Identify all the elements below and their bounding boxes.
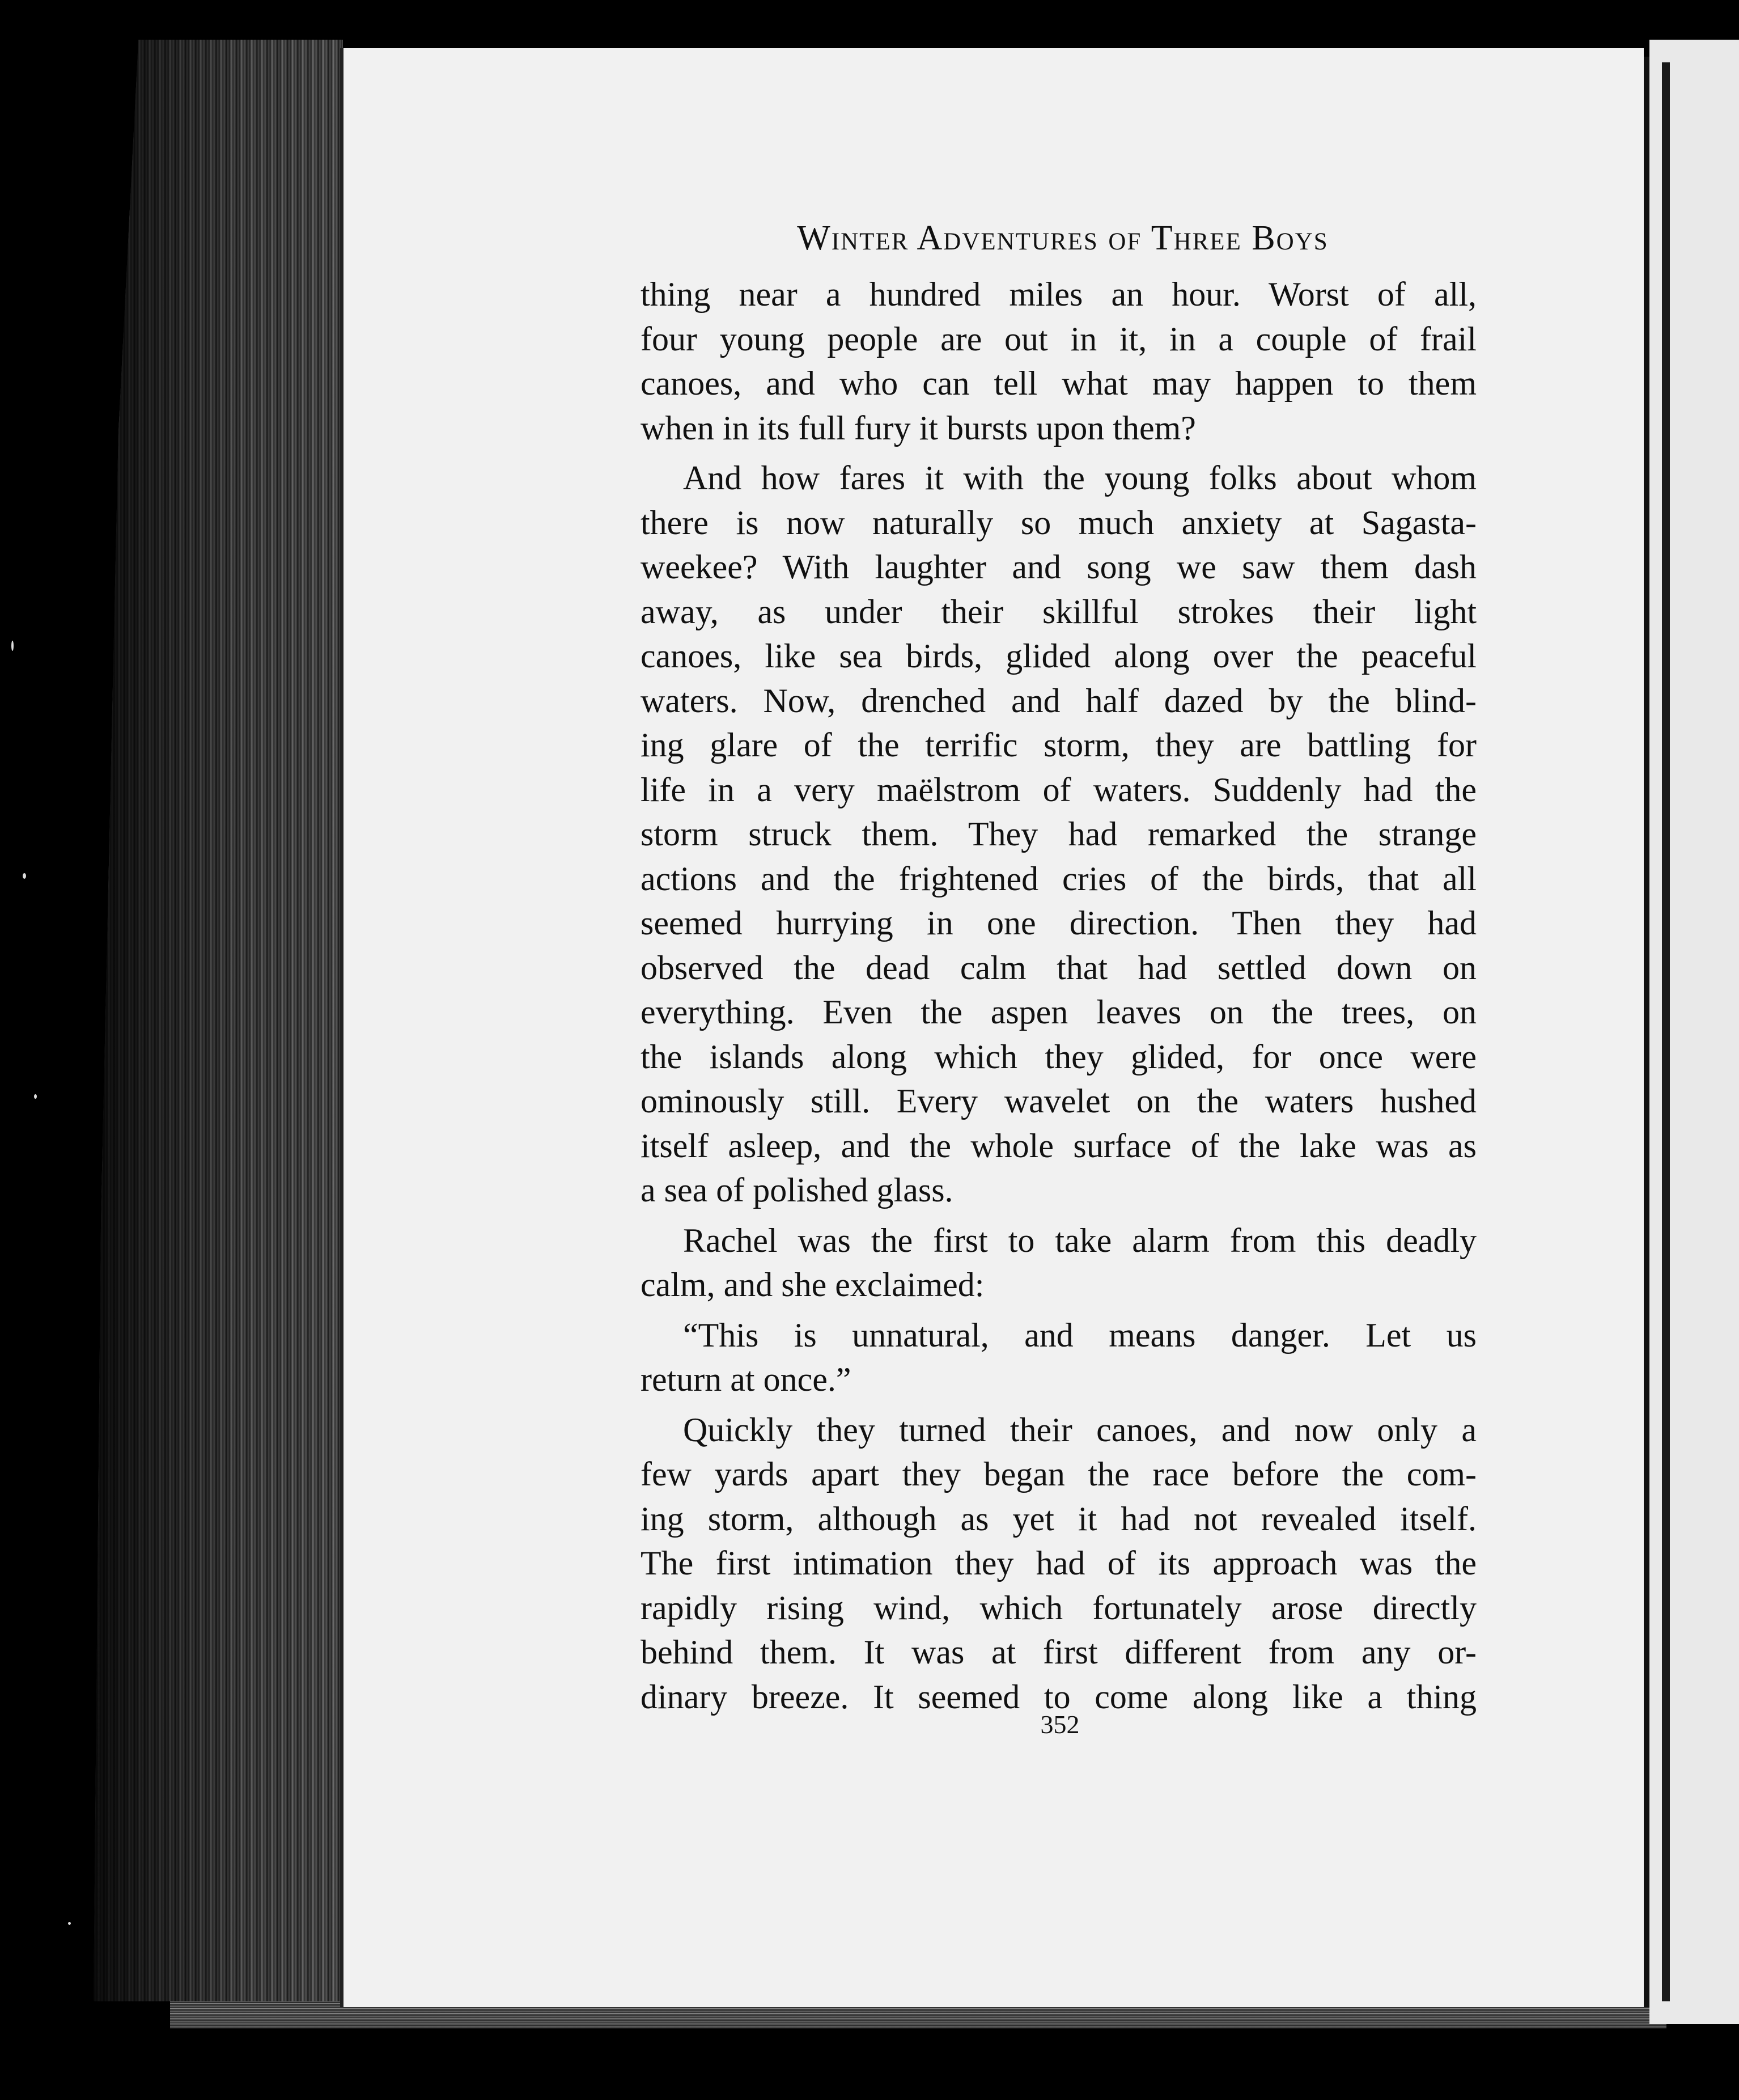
text-line: few yards apart they began the race before the com-	[641, 1455, 1477, 1493]
text-line: dinary breeze. It seemed to come along like a thing	[641, 1678, 1477, 1716]
dust-speck	[68, 1922, 71, 1925]
body-text	[641, 272, 1477, 1719]
text-line: calm, and she exclaimed:	[641, 1266, 985, 1303]
text-line: canoes, like sea birds, glided along over the peaceful	[641, 637, 1477, 675]
text-line: the islands along which they glided, for once were	[641, 1038, 1477, 1076]
text-line: thing near a hundred miles an hour. Worst of all,	[641, 276, 1477, 313]
facing-page-gutter	[1662, 62, 1670, 2001]
text-line: canoes, and who can tell what may happen to them	[641, 365, 1477, 402]
text-line: there is now naturally so much anxiety at Sagasta-	[641, 503, 1477, 541]
text-line: four young people are out in it, in a couple of frail	[641, 320, 1477, 358]
text-line: storm struck them. They had remarked the strange	[641, 815, 1477, 853]
text-line: behind them. It was at first different from any or-	[641, 1633, 1477, 1671]
paragraph-gap	[641, 1213, 1477, 1218]
text-line: observed the dead calm that had settled down on	[641, 949, 1477, 987]
text-line: weekee? With laughter and song we saw them dash	[641, 548, 1477, 586]
text-line: ing glare of the terrific storm, they are battling for	[641, 726, 1477, 764]
text-line: actions and the frightened cries of the birds, that all	[641, 860, 1477, 897]
paragraph-gap	[641, 1402, 1477, 1408]
text-line: life in a very maëlstrom of waters. Suddenly had the	[641, 770, 1477, 808]
paragraph-gap	[641, 450, 1477, 456]
page-edges-shadow	[94, 40, 343, 2001]
dust-speck	[34, 1094, 37, 1099]
text-line: Rachel was the first to take alarm from this deadly	[683, 1221, 1477, 1259]
text-line: rapidly rising wind, which fortunately arose directly	[641, 1589, 1477, 1627]
text-line: The first intimation they had of its approach was the	[641, 1544, 1477, 1582]
dust-speck	[11, 641, 14, 651]
text-line: when in its full fury it bursts upon them?	[641, 409, 1196, 447]
running-head: Winter Adventures of Three Boys	[797, 219, 1329, 257]
text-line: a sea of polished glass.	[641, 1171, 953, 1209]
text-line: And how fares it with the young folks about whom	[683, 459, 1477, 497]
text-line: “This is unnatural, and means danger. Let us	[683, 1316, 1477, 1354]
text-line: itself asleep, and the whole surface of the lake was as	[641, 1127, 1477, 1165]
paragraph-gap	[641, 1307, 1477, 1313]
text-line: Quickly they turned their canoes, and now only a	[683, 1411, 1477, 1449]
dust-speck	[23, 873, 26, 879]
text-line: away, as under their skillful strokes their light	[641, 592, 1477, 630]
text-line: return at once.”	[641, 1361, 851, 1398]
text-line: ing storm, although as yet it had not revealed itself.	[641, 1500, 1477, 1538]
page-number: 352	[1040, 1710, 1080, 1739]
text-line: everything. Even the aspen leaves on the trees, on	[641, 993, 1477, 1031]
text-line: waters. Now, drenched and half dazed by the blind-	[641, 681, 1477, 719]
text-line: seemed hurrying in one direction. Then they had	[641, 904, 1477, 942]
text-line: ominously still. Every wavelet on the waters hushed	[641, 1082, 1477, 1120]
